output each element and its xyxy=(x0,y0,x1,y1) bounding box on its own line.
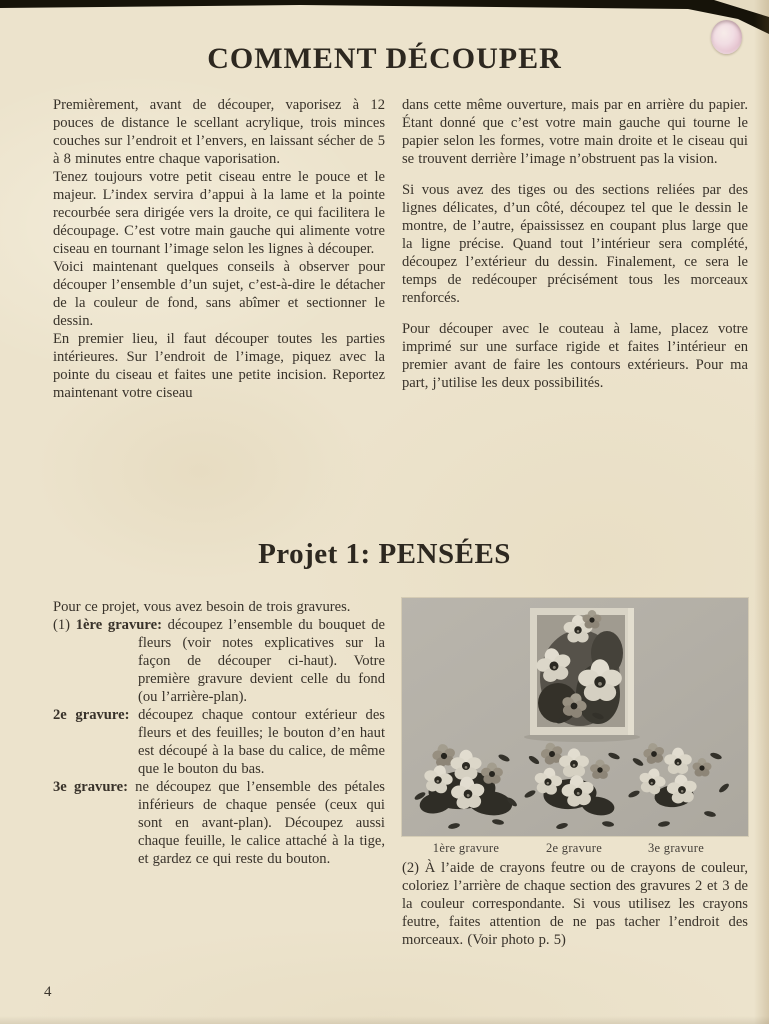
paragraph: Si vous avez des tiges ou des sections reliées par des lignes délicates, d’un côté, découpez tel que le dessin le montre, de l’autre, épaississez en coupant plus large que la ligne précise. Quand tout l’intérieur sera complété, découpez l’extérieur du dessin. Finalement, ce sera le temps de redécouper précisément tous les morceaux renforcés. xyxy=(402,182,748,306)
step-label: 2e gravure: xyxy=(53,707,130,723)
step-text: ne découpez que l’ensemble des pétales inférieurs de chaque pensée (ceux qui sont en avant-plan). Découpez aussi chaque feuille, le calice attaché à la tige, et gardez ce qui reste du bouton. xyxy=(128,779,385,867)
step-text: découpez chaque contour extérieur des fleurs et des feuilles; le bouton d’en haut est découpé à la base du calice, de même que le bouton du bas. xyxy=(129,707,385,777)
pansies-photo-illustration xyxy=(402,598,748,836)
page-number: 4 xyxy=(44,984,52,1000)
project-photo xyxy=(402,598,748,859)
step-label: 3e gravure: xyxy=(53,779,128,795)
page-bottom-edge-shadow xyxy=(0,1016,769,1024)
paragraph: Pour découper avec le couteau à lame, placez votre imprimé sur une surface rigide et faites l’intérieur en premier avant de faire les contours extérieurs. Pour ma part, j’utilise les deux possibilités. xyxy=(402,321,748,391)
photo-caption-1: 1ère gravure xyxy=(432,841,500,855)
step-label: 1ère gravure: xyxy=(75,617,162,633)
project-intro: Pour ce projet, vous avez besoin de trois gravures. xyxy=(53,599,351,615)
page-title: COMMENT DÉCOUPER xyxy=(207,42,562,75)
paragraph: Premièrement, avant de découper, vaporisez à 12 pouces de distance le scellant acrylique, trois minces couches sur l’endroit et l’envers, en laissant sécher de 5 à 8 minutes entre chaque vaporisation. xyxy=(53,97,385,167)
section2-left-column xyxy=(53,598,385,949)
paragraph: En premier lieu, il faut découper toutes les parties intérieures. Sur l’endroit de l’image, piquez avec la pointe du ciseau et faites une petite incision. Reportez maintenant votre ciseau xyxy=(53,331,385,401)
section2-right-column xyxy=(402,598,748,949)
step-marker: (1) xyxy=(53,617,76,633)
project-title: Projet 1: PENSÉES xyxy=(258,538,511,570)
step-gravure-3 xyxy=(53,778,385,868)
scan-top-edge xyxy=(0,0,769,36)
paragraph: Tenez toujours votre petit ciseau entre le pouce et le majeur. L’index servira d’appui à la lame et la pointe recourbée sera dirigée vers la droite, ce qui facilitera le découpage. C’est votre main gauche qui alimente votre ciseau en tournant l’image selon les lignes à découper. xyxy=(53,169,385,257)
section1-left-column xyxy=(53,96,385,405)
step-2-coloring: (2) À l’aide de crayons feutre ou de crayons de couleur, coloriez l’arrière de chaque section des gravures 2 et 3 de la couleur correspondante. Si vous utilisez les crayons feutre, faites attention de ne pas tacher l’endroit des morceaux. (Voir photo p. 5) xyxy=(402,860,748,948)
photo-captions xyxy=(402,841,748,859)
step-gravure-2 xyxy=(53,706,385,778)
photo-caption-3: 3e gravure xyxy=(647,841,705,855)
paragraph: Voici maintenant quelques conseils à observer pour découper l’ensemble d’un sujet, c’est-à-dire le détacher de la couleur de fond, sans abîmer et sectionner le dessin. xyxy=(53,259,385,329)
section-how-to-cut xyxy=(53,96,748,405)
section-project-pensees xyxy=(53,598,748,949)
paragraph: dans cette même ouverture, mais par en arrière du papier. Étant donné que c’est votre main gauche qui tourne le papier selon les formes, votre main droite et le ciseau qui se trouvent derrière l’image n’obstruent pas la vision. xyxy=(402,97,748,167)
page-right-edge-shadow xyxy=(754,0,769,1024)
photo-caption-2: 2e gravure xyxy=(545,841,603,855)
step-gravure-1 xyxy=(53,616,385,706)
section1-right-column xyxy=(402,96,748,405)
hole-punch xyxy=(711,20,742,54)
step-text: découpez l’ensemble du bouquet de fleurs (voir notes explicatives sur la façon de découper ci-haut). Votre première gravure devient celle du fond (ou l’arrière-plan). xyxy=(138,617,386,705)
